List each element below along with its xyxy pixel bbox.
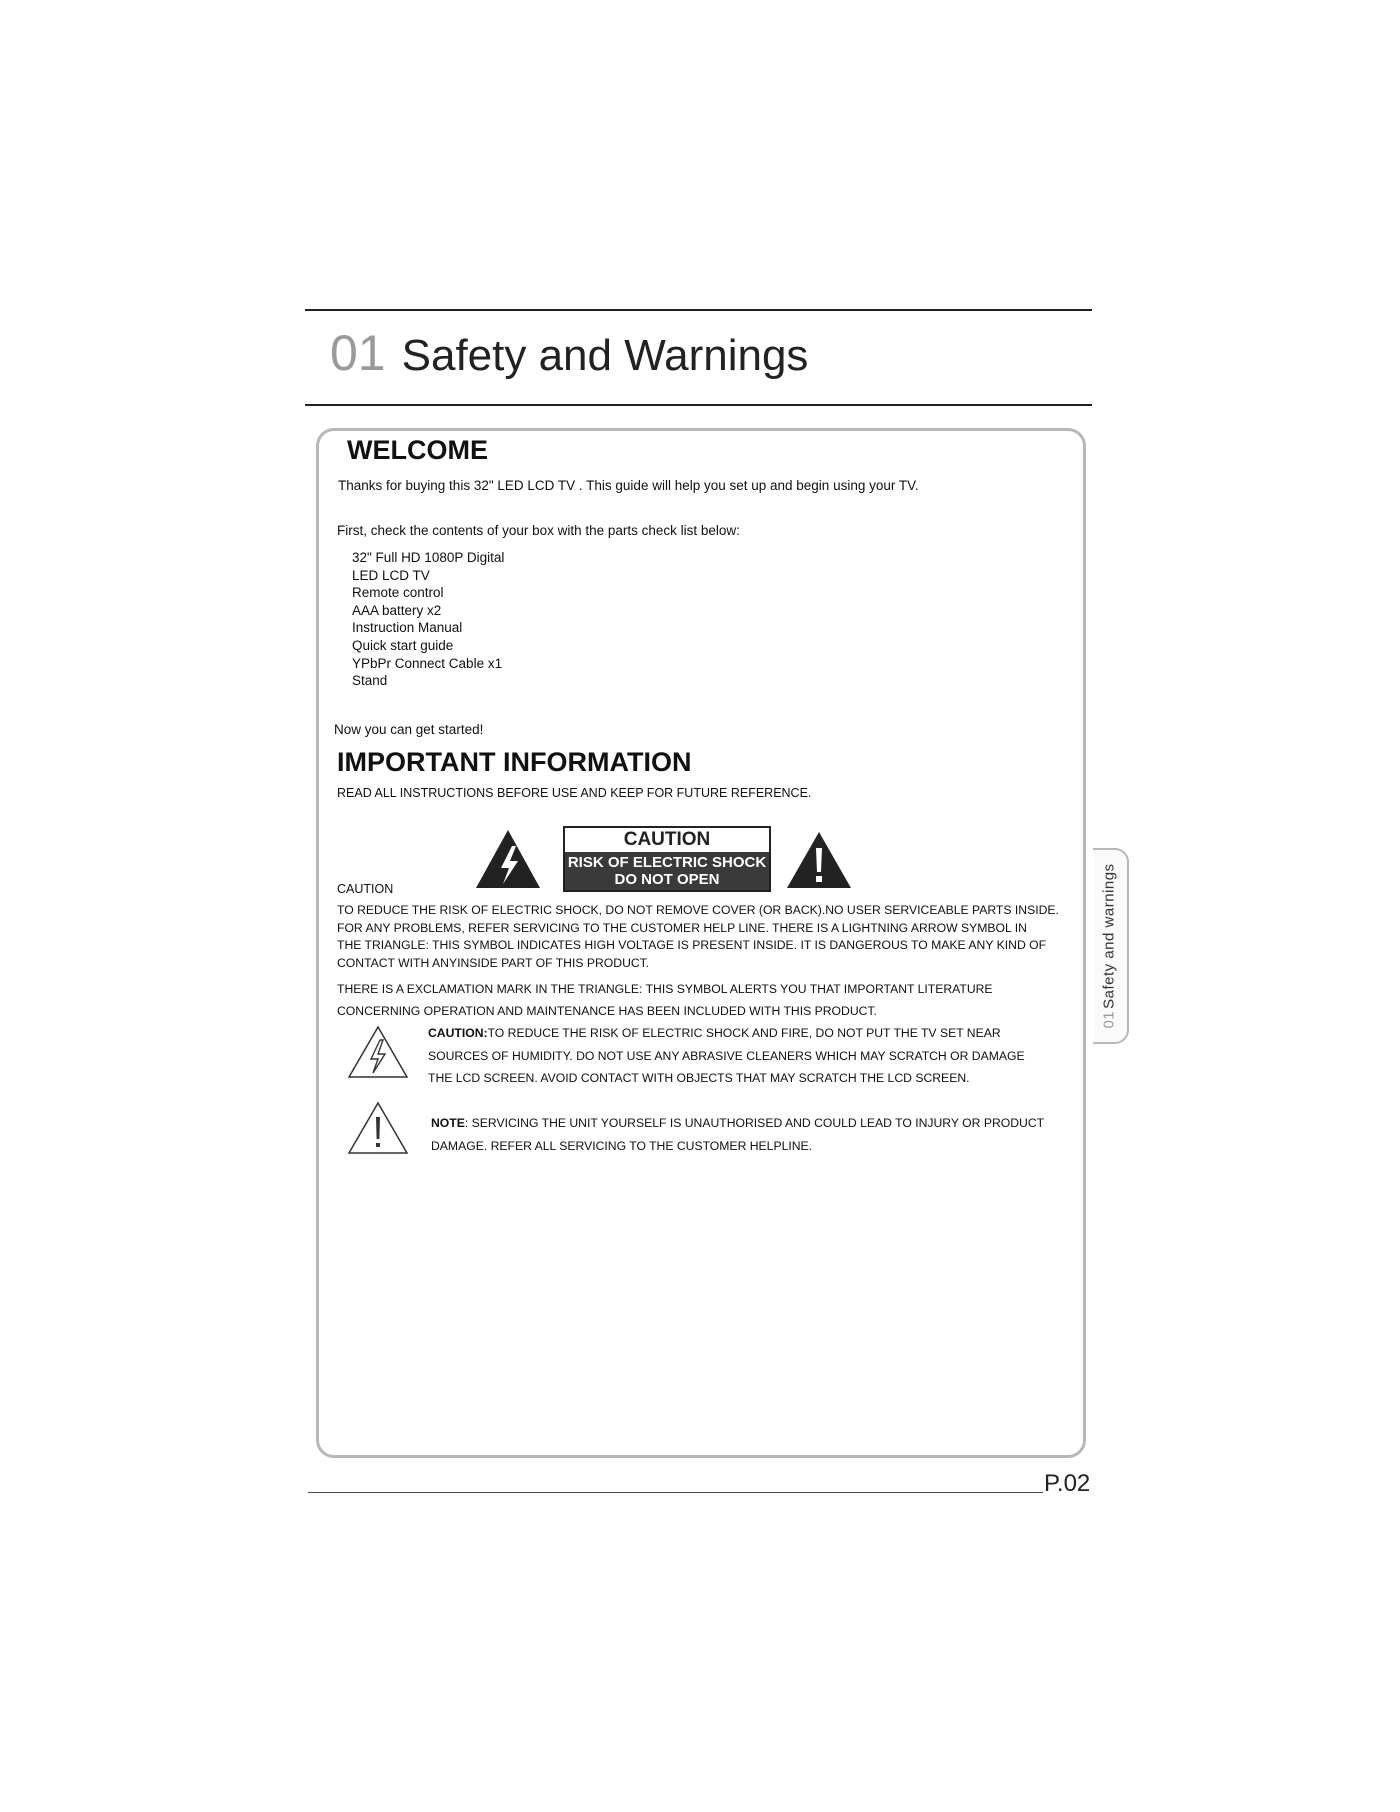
side-tab-number: 01: [1100, 1010, 1118, 1029]
caution-paragraph: [337, 902, 1059, 972]
parts-list: [352, 549, 504, 690]
note-line2: DAMAGE. REFER ALL SERVICING TO THE CUSTOMER HELPLINE.: [431, 1138, 813, 1153]
text-line: THE TRIANGLE: THIS SYMBOL INDICATES HIGH VOLTAGE IS PRESENT INSIDE. IT IS DANGEROUS TO MAKE ANY KIND OF: [337, 938, 1047, 953]
list-item: Stand: [352, 673, 388, 689]
list-item: LED LCD TV: [352, 567, 430, 583]
text-line: FOR ANY PROBLEMS, REFER SERVICING TO THE CUSTOMER HELP LINE. THERE IS A LIGHTNING ARROW SYMBOL IN: [337, 920, 1027, 935]
text-line: CONTACT WITH ANYINSIDE PART OF THIS PRODUCT.: [337, 955, 650, 970]
exclamation-paragraph: [337, 978, 993, 1022]
header-bottom-rule: [305, 404, 1092, 406]
caution-note: [428, 1022, 1025, 1090]
list-item: Quick start guide: [352, 637, 454, 653]
caution-label: CAUTION: [337, 882, 394, 896]
chapter-title-text: Safety and Warnings: [401, 331, 809, 380]
lightning-warning-icon: [474, 828, 542, 890]
note-label: NOTE: [431, 1116, 465, 1130]
welcome-heading: WELCOME: [347, 435, 488, 465]
chapter-number: 01: [330, 325, 386, 381]
list-item: YPbPr Connect Cable x1: [352, 655, 503, 671]
footer-rule: [308, 1492, 1043, 1493]
header-top-rule: [305, 309, 1092, 311]
welcome-first-check: First, check the contents of your box with the parts check list below:: [337, 523, 740, 538]
text-line: CONCERNING OPERATION AND MAINTENANCE HAS BEEN INCLUDED WITH THIS PRODUCT.: [337, 1004, 877, 1018]
list-item: Remote control: [352, 585, 444, 601]
caution-box-line2: DO NOT OPEN: [614, 871, 720, 888]
side-tab-text: Safety and warnings: [1100, 863, 1118, 1009]
welcome-thanks: Thanks for buying this 32" LED LCD TV . This guide will help you set up and begin using your TV.: [338, 478, 919, 493]
read-all-instructions: READ ALL INSTRUCTIONS BEFORE USE AND KEEP FOR FUTURE REFERENCE.: [337, 786, 812, 800]
side-tab-label: [1101, 863, 1118, 1028]
important-heading: IMPORTANT INFORMATION: [337, 747, 692, 777]
caution-box-title: CAUTION: [623, 829, 711, 850]
list-item: 32" Full HD 1080P Digital: [352, 550, 505, 565]
caution-label-box: [563, 826, 771, 892]
note-line1: : SERVICING THE UNIT YOURSELF IS UNAUTHORISED AND COULD LEAD TO INJURY OR PRODUCT: [464, 1116, 1045, 1130]
get-started-text: Now you can get started!: [334, 722, 484, 737]
caution-box-line1: RISK OF ELECTRIC SHOCK: [567, 854, 767, 871]
caution-note-line3: THE LCD SCREEN. AVOID CONTACT WITH OBJECTS THAT MAY SCRATCH THE LCD SCREEN.: [428, 1071, 970, 1085]
caution-note-label: CAUTION:: [428, 1026, 488, 1040]
page-number: P.02: [1044, 1470, 1091, 1497]
text-line: TO REDUCE THE RISK OF ELECTRIC SHOCK, DO NOT REMOVE COVER (OR BACK).NO USER SERVICEABLE PARTS INSIDE.: [337, 903, 1059, 917]
chapter-title: [330, 325, 809, 381]
caution-note-line2: SOURCES OF HUMIDITY. DO NOT USE ANY ABRASIVE CLEANERS WHICH MAY SCRATCH OR DAMAGE: [428, 1048, 1025, 1063]
caution-note-line1: TO REDUCE THE RISK OF ELECTRIC SHOCK AND FIRE, DO NOT PUT THE TV SET NEAR: [487, 1026, 1001, 1040]
list-item: Instruction Manual: [352, 620, 463, 636]
lightning-outline-icon: [346, 1024, 410, 1080]
exclamation-warning-icon: [785, 830, 853, 890]
exclamation-outline-icon: [346, 1100, 410, 1156]
text-line: THERE IS A EXCLAMATION MARK IN THE TRIANGLE: THIS SYMBOL ALERTS YOU THAT IMPORTANT LITERATURE: [337, 982, 993, 996]
service-note: [431, 1112, 1044, 1157]
list-item: AAA battery x2: [352, 602, 442, 618]
